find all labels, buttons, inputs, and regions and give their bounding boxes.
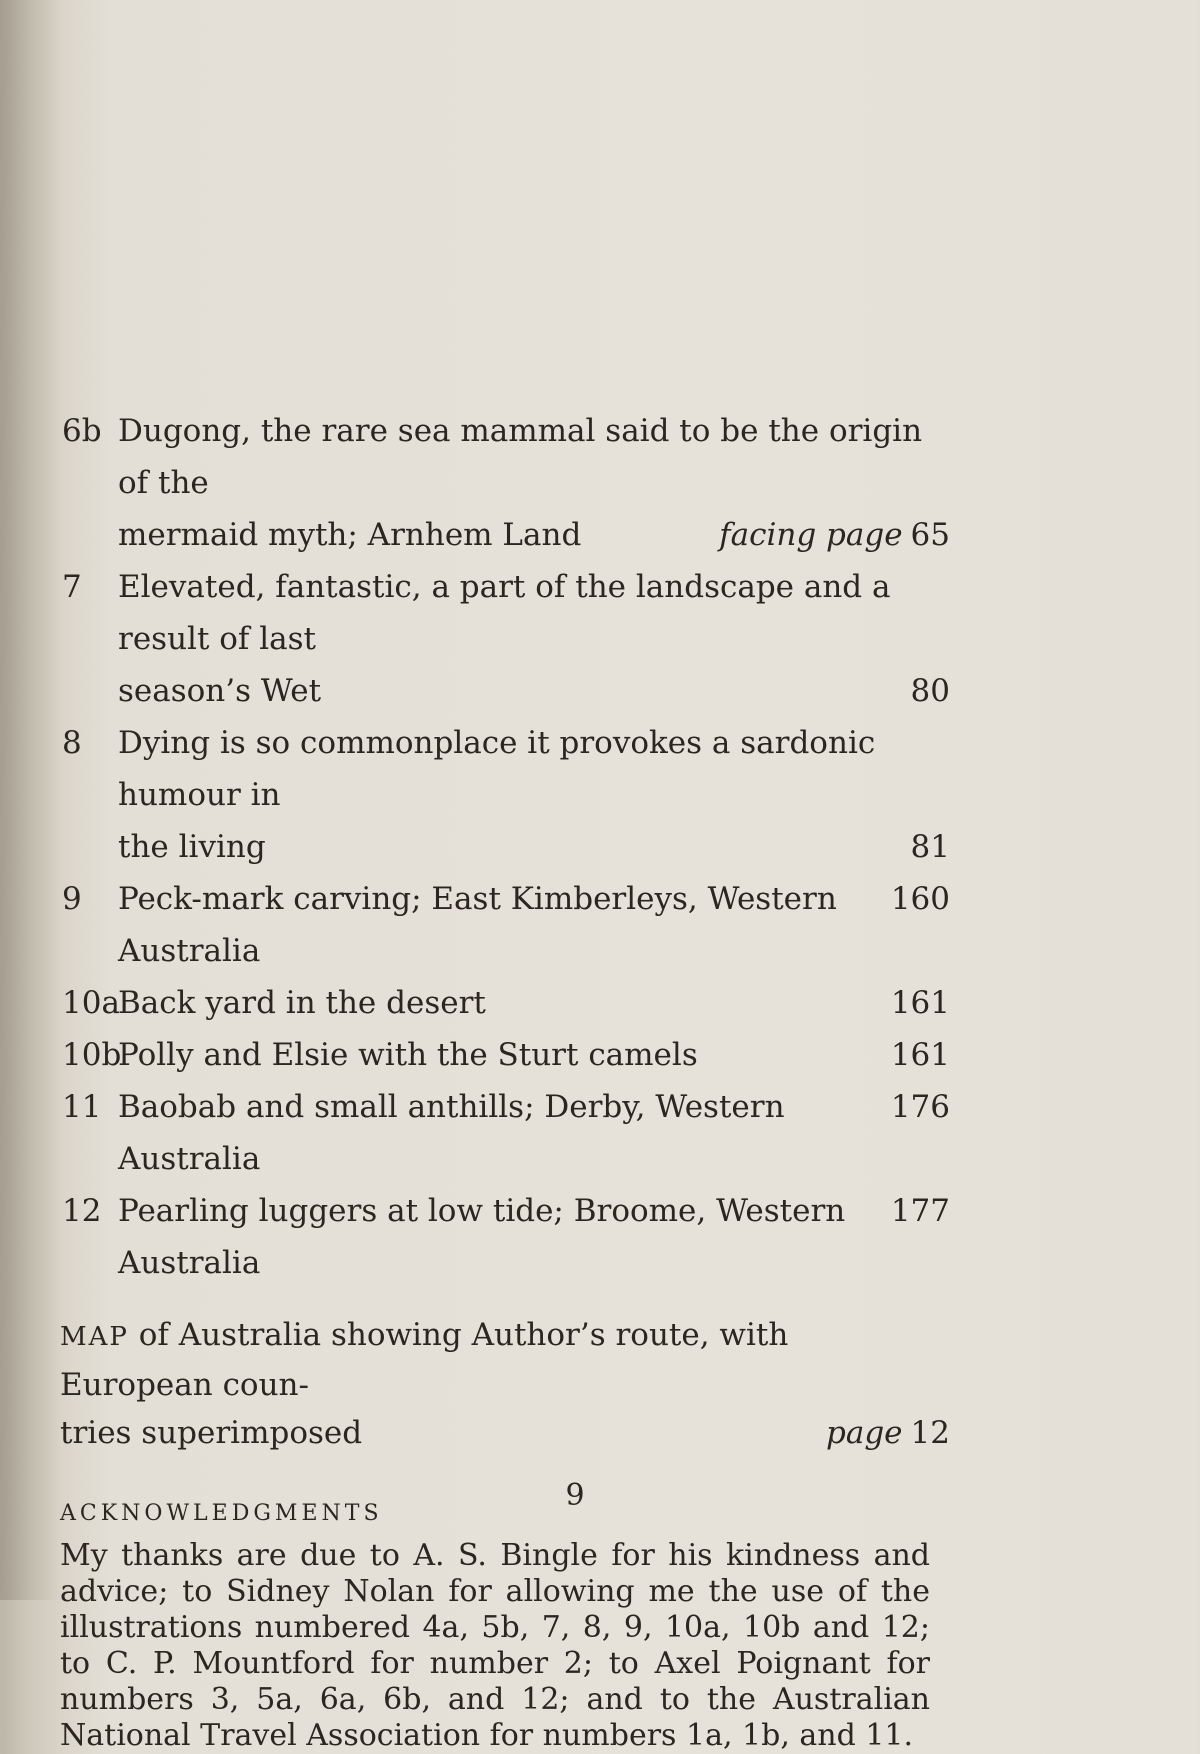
page-number: 80 (910, 673, 950, 709)
plate-entry (60, 873, 950, 977)
plate-caption (118, 1029, 950, 1081)
plate-number: 10a (62, 985, 120, 1021)
plate-entry (60, 977, 950, 1029)
map-page-reference (826, 1409, 950, 1457)
plate-number: 11 (62, 1089, 102, 1125)
plate-caption (118, 405, 950, 561)
plate-entry (60, 1185, 950, 1289)
caption-line: Elevated, fantastic, a part of the landscape and a result of last (118, 569, 891, 657)
page-number: 161 (890, 1037, 950, 1073)
acknowledgments-heading: ACKNOWLEDGMENTS (60, 1501, 383, 1526)
plate-caption (118, 1081, 950, 1185)
page-number: 161 (890, 985, 950, 1021)
plate-number: 8 (62, 725, 82, 761)
list-of-illustrations (60, 405, 950, 1754)
page-number: 12 (910, 1415, 950, 1451)
caption-line: Peck-mark carving; East Kimberleys, Western Australia (118, 881, 837, 969)
plate-caption (118, 1185, 950, 1289)
map-entry (60, 1311, 950, 1457)
caption-line: Back yard in the desert (118, 985, 486, 1021)
page-folio: 9 (565, 1478, 585, 1513)
plate-entry (60, 1029, 950, 1081)
facing-page-label: facing page (719, 517, 903, 553)
plate-number: 9 (62, 881, 82, 917)
page-number: 160 (890, 881, 950, 917)
caption-line: Dying is so commonplace it provokes a sardonic humour in (118, 725, 876, 813)
page-reference (719, 509, 950, 561)
plate-caption (118, 977, 950, 1029)
plate-entry (60, 1081, 950, 1185)
plate-entry (60, 405, 950, 561)
caption-line: Baobab and small anthills; Derby, Western Australia (118, 1089, 785, 1177)
caption-line: Polly and Elsie with the Sturt camels (118, 1037, 698, 1073)
plate-number: 10b (62, 1037, 122, 1073)
caption-line: season’s Wet (118, 673, 322, 709)
map-caption-line: of Australia showing Author’s route, with European coun- (60, 1317, 789, 1403)
plate-number: 7 (62, 569, 82, 605)
page-gutter-shadow (0, 0, 60, 1600)
plate-caption (118, 873, 950, 977)
plate-number: 6b (62, 413, 102, 449)
caption-line: Pearling luggers at low tide; Broome, Western Australia (118, 1193, 846, 1281)
page-number: 81 (910, 829, 950, 865)
caption-line: mermaid myth; Arnhem Land (118, 517, 582, 553)
map-label: MAP (60, 1322, 129, 1352)
plate-entry (60, 561, 950, 717)
page-number: 177 (890, 1193, 950, 1229)
acknowledgments-body: My thanks are due to A. S. Bingle for his kindness and advice; to Sidney Nolan for allowing me the use of the illustrations numbered 4a, 5b, 7, 8, 9, 10a, 10b and 12; to C. P. Mountford for number 2; to Axel Poignant for numbers 3, 5a, 6a, 6b, and 12; and to the Australian National Travel Association for numbers 1a, 1b, and 11. (60, 1538, 930, 1753)
page-number: 65 (910, 517, 950, 553)
caption-line: the living (118, 829, 266, 865)
map-caption-line: tries superimposed (60, 1415, 363, 1451)
plate-number: 12 (62, 1193, 102, 1229)
plate-entry (60, 717, 950, 873)
plate-caption (118, 717, 950, 873)
page-label: page (826, 1415, 903, 1451)
caption-line: Dugong, the rare sea mammal said to be the origin of the (118, 413, 923, 501)
plate-caption (118, 561, 950, 717)
page-number: 176 (890, 1089, 950, 1125)
